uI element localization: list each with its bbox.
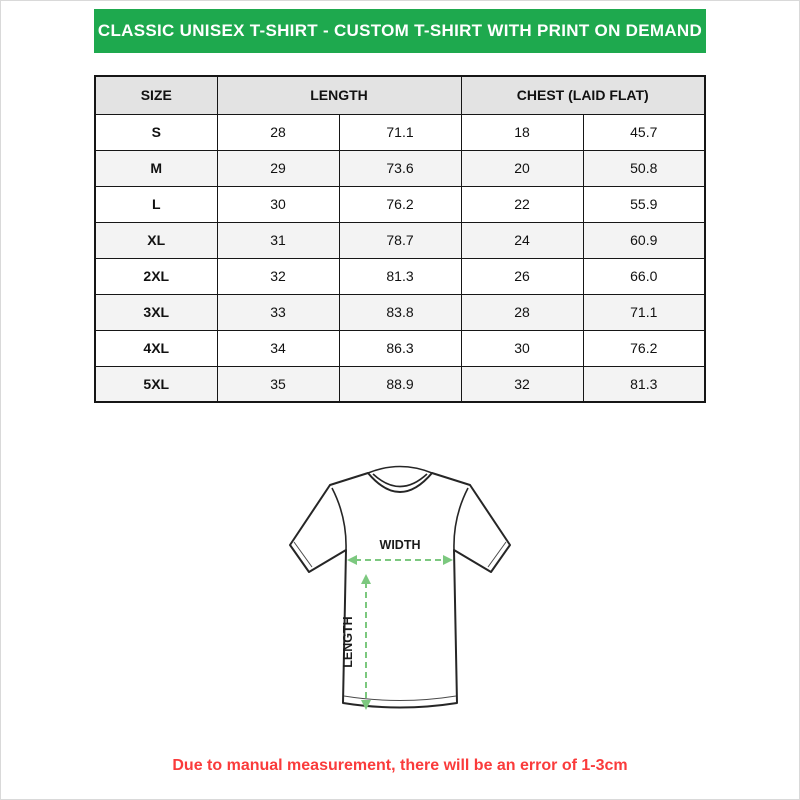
length-cm-cell: 76.2 [339, 186, 461, 222]
size-cell: 2XL [95, 258, 217, 294]
length-in-cell: 31 [217, 222, 339, 258]
chest-cm-cell: 50.8 [583, 150, 705, 186]
length-cm-cell: 86.3 [339, 330, 461, 366]
table-row [95, 258, 705, 294]
chest-in-cell: 26 [461, 258, 583, 294]
chest-in-cell: 18 [461, 114, 583, 150]
length-label: LENGTH [341, 616, 355, 668]
chest-cm-cell: 55.9 [583, 186, 705, 222]
size-cell: 3XL [95, 294, 217, 330]
length-in-cell: 35 [217, 366, 339, 402]
tshirt-diagram-svg [250, 447, 550, 747]
size-cell: M [95, 150, 217, 186]
size-cell: L [95, 186, 217, 222]
chest-in-cell: 22 [461, 186, 583, 222]
chest-in-cell: 32 [461, 366, 583, 402]
length-cm-cell: 73.6 [339, 150, 461, 186]
chest-column-header: CHEST (LAID FLAT) [461, 76, 705, 114]
table-row [95, 150, 705, 186]
chest-cm-cell: 71.1 [583, 294, 705, 330]
width-label: WIDTH [379, 538, 421, 552]
length-in-cell: 34 [217, 330, 339, 366]
chest-in-cell: 20 [461, 150, 583, 186]
length-cm-cell: 71.1 [339, 114, 461, 150]
length-in-cell: 29 [217, 150, 339, 186]
chest-in-cell: 28 [461, 294, 583, 330]
length-in-cell: 33 [217, 294, 339, 330]
chest-cm-cell: 81.3 [583, 366, 705, 402]
measurement-disclaimer: Due to manual measurement, there will be an error of 1-3cm [172, 757, 628, 774]
table-row [95, 330, 705, 366]
length-in-cell: 30 [217, 186, 339, 222]
table-row [95, 222, 705, 258]
size-table-container [94, 75, 706, 403]
collar-back-seam [368, 467, 432, 474]
table-row [95, 366, 705, 402]
length-cm-cell: 83.8 [339, 294, 461, 330]
length-cm-cell: 78.7 [339, 222, 461, 258]
chest-cm-cell: 45.7 [583, 114, 705, 150]
chest-cm-cell: 60.9 [583, 222, 705, 258]
size-column-header: SIZE [95, 76, 217, 114]
length-in-cell: 32 [217, 258, 339, 294]
table-row [95, 114, 705, 150]
size-cell: S [95, 114, 217, 150]
length-cm-cell: 88.9 [339, 366, 461, 402]
chest-cm-cell: 66.0 [583, 258, 705, 294]
size-cell: 5XL [95, 366, 217, 402]
size-cell: XL [95, 222, 217, 258]
tshirt-outline [290, 473, 510, 708]
length-in-cell: 28 [217, 114, 339, 150]
measurement-diagram [250, 447, 550, 747]
chest-in-cell: 30 [461, 330, 583, 366]
title-banner [94, 9, 706, 53]
size-cell: 4XL [95, 330, 217, 366]
table-row [95, 294, 705, 330]
table-row [95, 186, 705, 222]
length-cm-cell: 81.3 [339, 258, 461, 294]
table-header-row [95, 76, 705, 114]
length-column-header: LENGTH [217, 76, 461, 114]
size-table [94, 75, 706, 403]
chest-cm-cell: 76.2 [583, 330, 705, 366]
chest-in-cell: 24 [461, 222, 583, 258]
page-title: CLASSIC UNISEX T-SHIRT - CUSTOM T-SHIRT WITH PRINT ON DEMAND [97, 21, 703, 40]
